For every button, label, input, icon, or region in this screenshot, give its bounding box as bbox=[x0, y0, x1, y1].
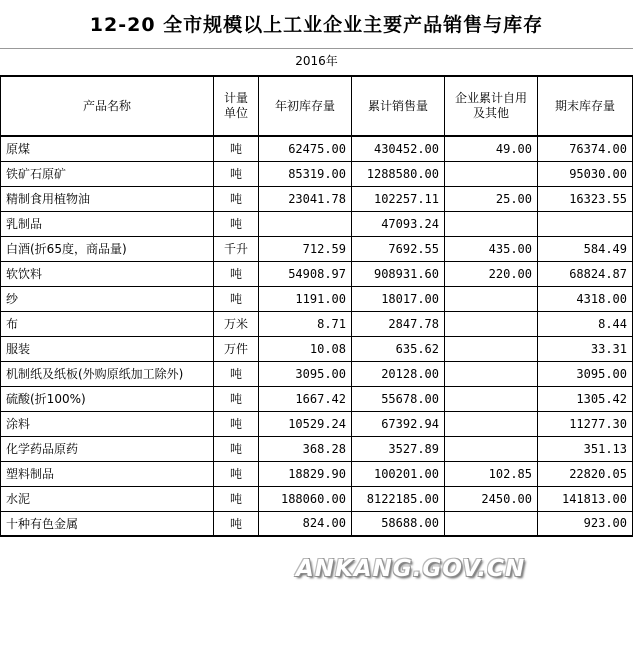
product-name-cell: 服装 bbox=[1, 336, 214, 361]
watermark: ANKANG.GOV.CN bbox=[296, 556, 526, 582]
self-use-cell bbox=[445, 361, 538, 386]
self-use-cell: 25.00 bbox=[445, 186, 538, 211]
opening-stock-cell: 3095.00 bbox=[259, 361, 352, 386]
opening-stock-cell: 10.08 bbox=[259, 336, 352, 361]
header-opening-stock: 年初库存量 bbox=[259, 76, 352, 136]
product-name-cell: 原煤 bbox=[1, 136, 214, 161]
self-use-cell bbox=[445, 286, 538, 311]
cumulative-sales-cell: 1288580.00 bbox=[352, 161, 445, 186]
product-name-cell: 布 bbox=[1, 311, 214, 336]
self-use-cell bbox=[445, 511, 538, 536]
closing-stock-cell: 351.13 bbox=[538, 436, 633, 461]
table-row bbox=[1, 411, 633, 436]
cumulative-sales-cell: 47093.24 bbox=[352, 211, 445, 236]
cumulative-sales-cell: 18017.00 bbox=[352, 286, 445, 311]
closing-stock-cell: 8.44 bbox=[538, 311, 633, 336]
table-row bbox=[1, 186, 633, 211]
self-use-cell bbox=[445, 311, 538, 336]
product-name-cell: 白酒(折65度，商品量) bbox=[1, 236, 214, 261]
closing-stock-cell: 1305.42 bbox=[538, 386, 633, 411]
self-use-cell bbox=[445, 411, 538, 436]
closing-stock-cell: 3095.00 bbox=[538, 361, 633, 386]
table-row bbox=[1, 311, 633, 336]
closing-stock-cell: 68824.87 bbox=[538, 261, 633, 286]
header-cumulative-sales: 累计销售量 bbox=[352, 76, 445, 136]
cumulative-sales-cell: 430452.00 bbox=[352, 136, 445, 161]
opening-stock-cell: 62475.00 bbox=[259, 136, 352, 161]
page-title: 12-20 全市规模以上工业企业主要产品销售与库存 bbox=[89, 14, 544, 36]
cumulative-sales-cell: 7692.55 bbox=[352, 236, 445, 261]
product-name-cell: 精制食用植物油 bbox=[1, 186, 214, 211]
table-row bbox=[1, 436, 633, 461]
opening-stock-cell: 188060.00 bbox=[259, 486, 352, 511]
product-name-cell: 软饮料 bbox=[1, 261, 214, 286]
table-row bbox=[1, 161, 633, 186]
self-use-cell: 102.85 bbox=[445, 461, 538, 486]
closing-stock-cell: 33.31 bbox=[538, 336, 633, 361]
table-body bbox=[1, 136, 633, 536]
table-row bbox=[1, 286, 633, 311]
product-name-cell: 乳制品 bbox=[1, 211, 214, 236]
table-row bbox=[1, 211, 633, 236]
cumulative-sales-cell: 100201.00 bbox=[352, 461, 445, 486]
year-label: 2016年 bbox=[295, 54, 338, 68]
table-row bbox=[1, 486, 633, 511]
self-use-cell: 49.00 bbox=[445, 136, 538, 161]
self-use-cell: 220.00 bbox=[445, 261, 538, 286]
product-name-cell: 纱 bbox=[1, 286, 214, 311]
self-use-cell bbox=[445, 211, 538, 236]
closing-stock-cell: 923.00 bbox=[538, 511, 633, 536]
opening-stock-cell: 18829.90 bbox=[259, 461, 352, 486]
header-row bbox=[1, 76, 633, 136]
cumulative-sales-cell: 908931.60 bbox=[352, 261, 445, 286]
unit-cell: 吨 bbox=[214, 286, 259, 311]
opening-stock-cell: 8.71 bbox=[259, 311, 352, 336]
unit-cell: 吨 bbox=[214, 436, 259, 461]
cumulative-sales-cell: 8122185.00 bbox=[352, 486, 445, 511]
table-row bbox=[1, 511, 633, 536]
closing-stock-cell: 95030.00 bbox=[538, 161, 633, 186]
unit-cell: 吨 bbox=[214, 386, 259, 411]
opening-stock-cell: 10529.24 bbox=[259, 411, 352, 436]
unit-cell: 万米 bbox=[214, 311, 259, 336]
unit-cell: 吨 bbox=[214, 161, 259, 186]
product-name-cell: 十种有色金属 bbox=[1, 511, 214, 536]
product-name-cell: 铁矿石原矿 bbox=[1, 161, 214, 186]
table-row bbox=[1, 386, 633, 411]
unit-cell: 吨 bbox=[214, 486, 259, 511]
opening-stock-cell bbox=[259, 211, 352, 236]
self-use-cell bbox=[445, 161, 538, 186]
unit-cell: 吨 bbox=[214, 411, 259, 436]
product-name-cell: 涂料 bbox=[1, 411, 214, 436]
header-product-name: 产品名称 bbox=[1, 76, 214, 136]
unit-cell: 万件 bbox=[214, 336, 259, 361]
cumulative-sales-cell: 635.62 bbox=[352, 336, 445, 361]
product-name-cell: 机制纸及纸板(外购原纸加工除外) bbox=[1, 361, 214, 386]
unit-cell: 吨 bbox=[214, 511, 259, 536]
product-name-cell: 塑料制品 bbox=[1, 461, 214, 486]
closing-stock-cell: 16323.55 bbox=[538, 186, 633, 211]
opening-stock-cell: 23041.78 bbox=[259, 186, 352, 211]
product-name-cell: 水泥 bbox=[1, 486, 214, 511]
opening-stock-cell: 1667.42 bbox=[259, 386, 352, 411]
product-name-cell: 化学药品原药 bbox=[1, 436, 214, 461]
self-use-cell: 2450.00 bbox=[445, 486, 538, 511]
unit-cell: 吨 bbox=[214, 361, 259, 386]
table-row bbox=[1, 461, 633, 486]
cumulative-sales-cell: 58688.00 bbox=[352, 511, 445, 536]
opening-stock-cell: 54908.97 bbox=[259, 261, 352, 286]
closing-stock-cell: 76374.00 bbox=[538, 136, 633, 161]
self-use-cell bbox=[445, 436, 538, 461]
opening-stock-cell: 712.59 bbox=[259, 236, 352, 261]
cumulative-sales-cell: 67392.94 bbox=[352, 411, 445, 436]
closing-stock-cell bbox=[538, 211, 633, 236]
self-use-cell bbox=[445, 336, 538, 361]
cumulative-sales-cell: 2847.78 bbox=[352, 311, 445, 336]
opening-stock-cell: 824.00 bbox=[259, 511, 352, 536]
unit-cell: 吨 bbox=[214, 211, 259, 236]
table-row bbox=[1, 361, 633, 386]
table-row bbox=[1, 336, 633, 361]
opening-stock-cell: 85319.00 bbox=[259, 161, 352, 186]
product-name-cell: 硫酸(折100%) bbox=[1, 386, 214, 411]
closing-stock-cell: 4318.00 bbox=[538, 286, 633, 311]
closing-stock-cell: 141813.00 bbox=[538, 486, 633, 511]
table-row bbox=[1, 261, 633, 286]
opening-stock-cell: 368.28 bbox=[259, 436, 352, 461]
cumulative-sales-cell: 102257.11 bbox=[352, 186, 445, 211]
header-unit: 计量单位 bbox=[214, 76, 259, 136]
cumulative-sales-cell: 20128.00 bbox=[352, 361, 445, 386]
self-use-cell bbox=[445, 386, 538, 411]
header-closing-stock: 期末库存量 bbox=[538, 76, 633, 136]
self-use-cell: 435.00 bbox=[445, 236, 538, 261]
opening-stock-cell: 1191.00 bbox=[259, 286, 352, 311]
data-table bbox=[0, 75, 633, 537]
cumulative-sales-cell: 3527.89 bbox=[352, 436, 445, 461]
unit-cell: 吨 bbox=[214, 461, 259, 486]
unit-cell: 吨 bbox=[214, 136, 259, 161]
cumulative-sales-cell: 55678.00 bbox=[352, 386, 445, 411]
header-self-use: 企业累计自用及其他 bbox=[445, 76, 538, 136]
closing-stock-cell: 22820.05 bbox=[538, 461, 633, 486]
table-row bbox=[1, 236, 633, 261]
unit-cell: 吨 bbox=[214, 186, 259, 211]
closing-stock-cell: 11277.30 bbox=[538, 411, 633, 436]
table-row bbox=[1, 136, 633, 161]
unit-cell: 吨 bbox=[214, 261, 259, 286]
unit-cell: 千升 bbox=[214, 236, 259, 261]
closing-stock-cell: 584.49 bbox=[538, 236, 633, 261]
